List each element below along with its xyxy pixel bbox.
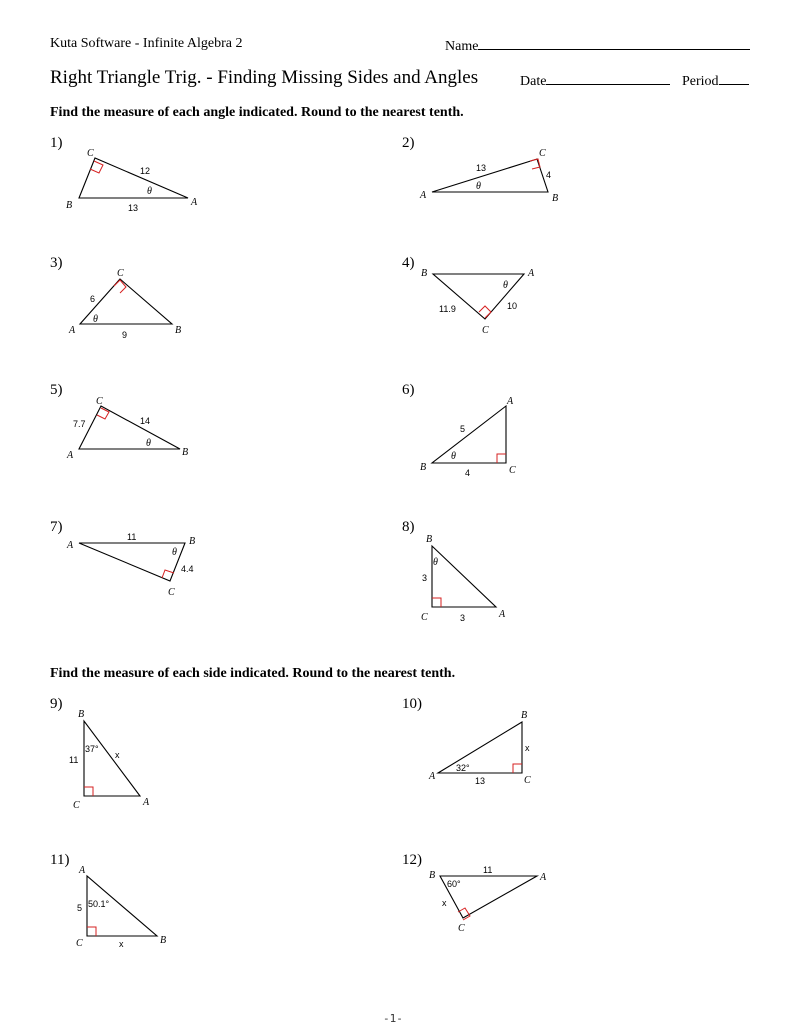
- triangle-figure-2: [419, 148, 558, 204]
- vertex-label: A: [507, 396, 514, 407]
- vertex-label: A: [191, 197, 198, 208]
- vertex-label: A: [79, 865, 86, 876]
- angle-label: θ: [433, 557, 438, 568]
- side-label: 14: [140, 416, 151, 426]
- side-label: 9: [122, 330, 128, 340]
- software-name: Kuta Software - Infinite Algebra 2: [50, 36, 243, 51]
- vertex-label: C: [524, 775, 531, 786]
- vertex-label: C: [96, 396, 103, 407]
- problem-number: 2): [402, 135, 415, 151]
- problem-number: 10): [402, 696, 422, 712]
- vertex-label: C: [482, 325, 489, 336]
- vertex-label: C: [73, 800, 80, 811]
- unknown-label: x: [525, 743, 530, 753]
- angle-label: θ: [476, 181, 481, 192]
- unknown-label: x: [119, 939, 124, 949]
- problem-number: 1): [50, 135, 63, 151]
- problem-number: 6): [402, 382, 415, 398]
- vertex-label: B: [552, 193, 559, 204]
- worksheet-title: Right Triangle Trig. - Finding Missing Sides and Angles: [50, 67, 479, 88]
- vertex-label: A: [69, 325, 76, 336]
- side-label: 6: [90, 294, 96, 304]
- vertex-label: B: [175, 325, 182, 336]
- triangle-figure-1: [66, 148, 198, 213]
- angle-label: θ: [172, 547, 177, 558]
- vertex-label: B: [182, 447, 189, 458]
- triangle-figure-8: [421, 534, 506, 623]
- problem-number: 5): [50, 382, 63, 398]
- vertex-label: B: [421, 268, 428, 279]
- vertex-label: A: [420, 190, 427, 201]
- vertex-label: B: [66, 200, 73, 211]
- side-label: 10: [507, 301, 518, 311]
- period-label: Period: [682, 74, 719, 89]
- angle-label: 37°: [85, 744, 99, 754]
- side-label: 11: [69, 755, 79, 765]
- vertex-label: A: [528, 268, 535, 279]
- triangle-figure-12: [429, 865, 547, 934]
- triangle-figure-3: [68, 268, 181, 340]
- section-instruction-sides: Find the measure of each side indicated. Round to the nearest tenth.: [50, 666, 456, 681]
- vertex-label: B: [78, 709, 85, 720]
- section-instruction-angles: Find the measure of each angle indicated. Round to the nearest tenth.: [50, 105, 464, 120]
- side-label: 4: [465, 468, 471, 478]
- vertex-label: C: [458, 923, 465, 934]
- angle-label: θ: [147, 186, 152, 197]
- side-label: 4.4: [181, 564, 194, 574]
- date-label: Date: [520, 74, 547, 89]
- vertex-label: C: [87, 148, 94, 159]
- side-label: 5: [77, 903, 83, 913]
- page-number: -1-: [383, 1012, 403, 1025]
- unknown-label: x: [442, 898, 447, 908]
- vertex-label: A: [429, 771, 436, 782]
- problem-number: 12): [402, 852, 422, 868]
- triangle-figure-10: [428, 710, 531, 786]
- angle-label: 32°: [456, 763, 470, 773]
- vertex-label: A: [540, 872, 547, 883]
- side-label: 5: [460, 424, 466, 434]
- side-label: 13: [128, 203, 139, 213]
- vertex-label: A: [499, 609, 506, 620]
- vertex-label: B: [189, 536, 196, 547]
- problem-number: 4): [402, 255, 415, 271]
- side-label: 11: [483, 865, 493, 875]
- triangle-figure-6: [420, 396, 516, 478]
- vertex-label: A: [143, 797, 150, 808]
- vertex-label: C: [509, 465, 516, 476]
- vertex-label: C: [117, 268, 124, 279]
- side-label: 7.7: [73, 419, 86, 429]
- side-label: 13: [476, 163, 487, 173]
- angle-label: 60°: [447, 879, 461, 889]
- triangle-figure-9: [69, 709, 150, 811]
- side-label: 11.9: [439, 304, 456, 314]
- problem-number: 7): [50, 519, 63, 535]
- angle-label: θ: [451, 451, 456, 462]
- unknown-label: x: [115, 750, 120, 760]
- problem-number: 9): [50, 696, 63, 712]
- vertex-label: C: [168, 587, 175, 598]
- vertex-label: B: [426, 534, 433, 545]
- side-label: 4: [546, 170, 552, 180]
- vertex-label: A: [67, 540, 74, 551]
- vertex-label: C: [76, 938, 83, 949]
- angle-label: θ: [146, 438, 151, 449]
- vertex-label: B: [521, 710, 528, 721]
- vertex-label: C: [421, 612, 428, 623]
- angle-label: 50.1°: [88, 899, 110, 909]
- name-label: Name: [445, 39, 479, 54]
- problem-number: 11): [50, 852, 70, 868]
- vertex-label: B: [420, 462, 427, 473]
- vertex-label: C: [539, 148, 546, 159]
- side-label: 3: [422, 573, 428, 583]
- vertex-label: B: [429, 870, 436, 881]
- triangle-figure-5: [66, 396, 188, 461]
- side-label: 11: [127, 532, 137, 542]
- vertex-label: A: [67, 450, 74, 461]
- vertex-label: B: [160, 935, 167, 946]
- side-label: 13: [475, 776, 486, 786]
- triangle-figure-4: [421, 268, 535, 336]
- side-label: 3: [460, 613, 466, 623]
- angle-label: θ: [93, 314, 98, 325]
- triangle-figure-7: [66, 532, 195, 598]
- problem-number: 3): [50, 255, 63, 271]
- angle-label: θ: [503, 280, 508, 291]
- triangle-figure-11: [76, 865, 166, 949]
- side-label: 12: [140, 166, 151, 176]
- problem-number: 8): [402, 519, 415, 535]
